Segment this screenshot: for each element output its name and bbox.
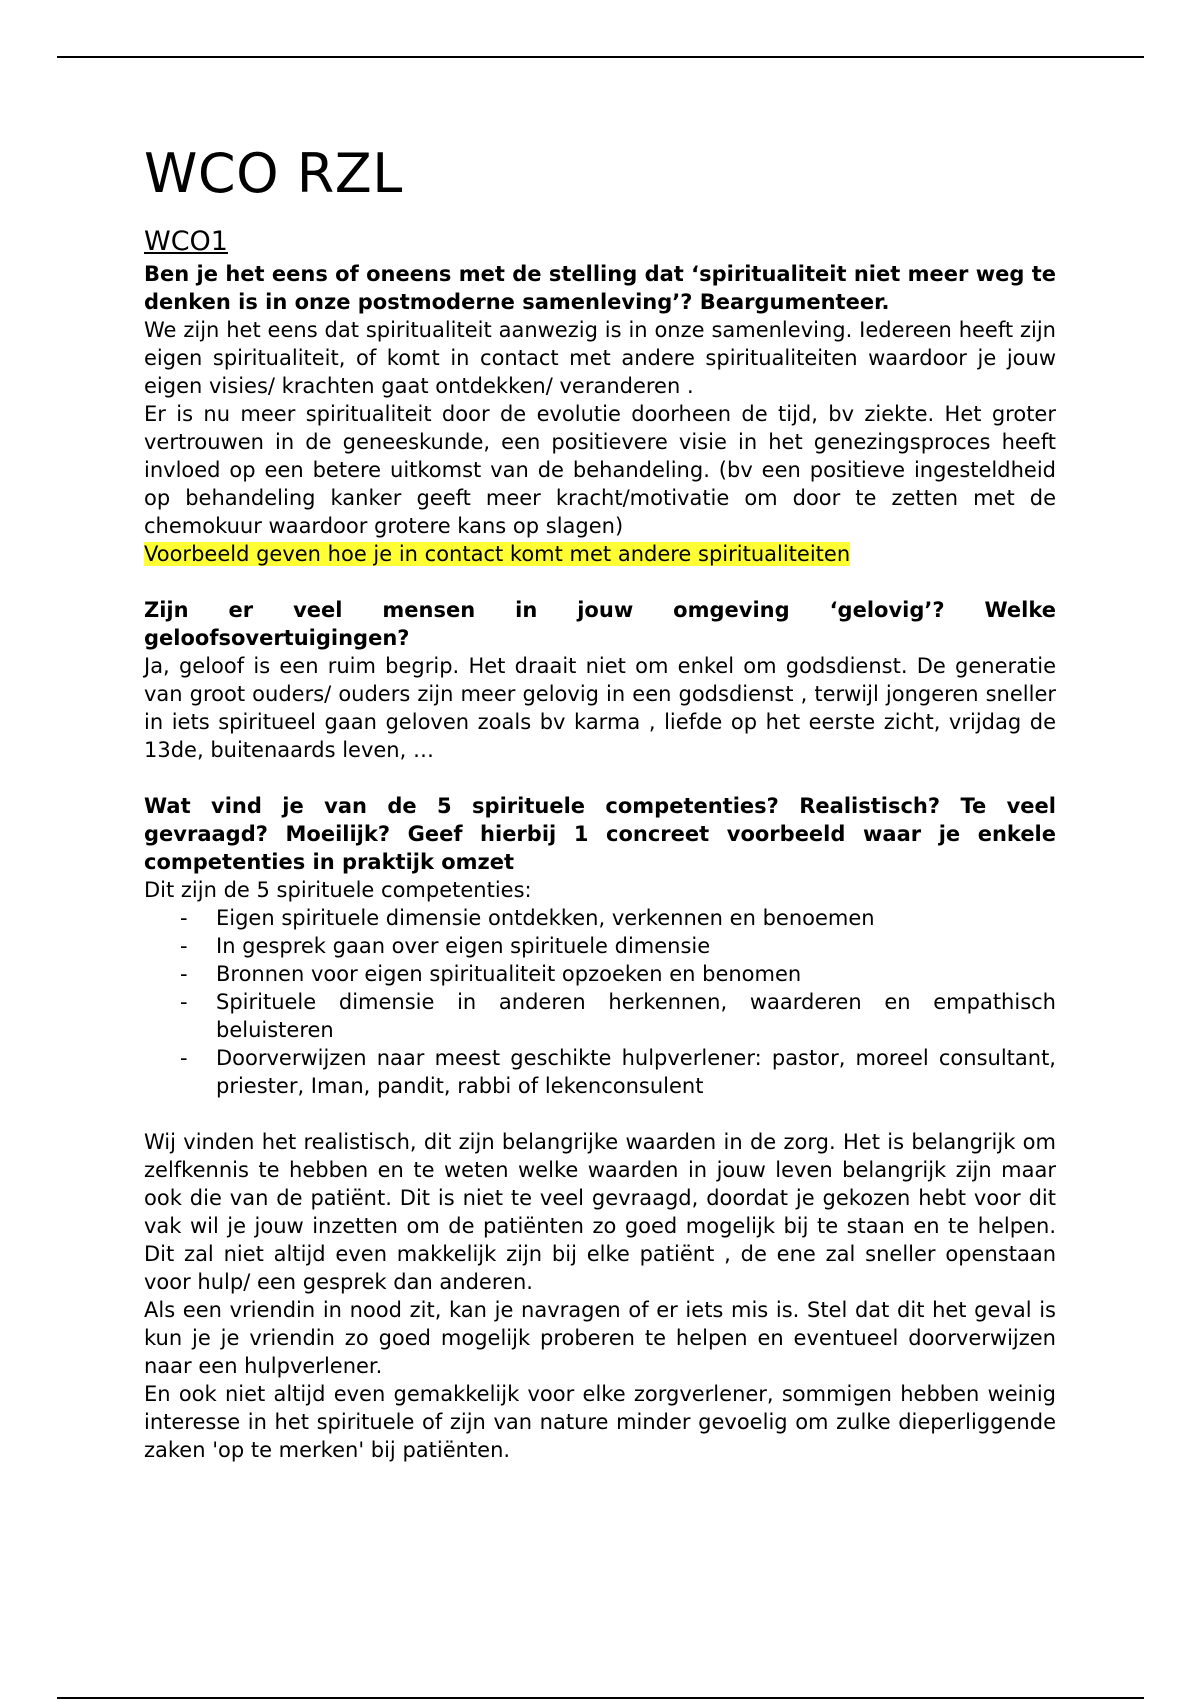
answer-3-paragraph-3: En ook niet altijd even gemakkelijk voor elke zorgverlener, sommigen hebben weinig interesse in het spirituele of zijn van nature minder gevoelig om zulke dieperliggende zaken 'op te merken' bij patiënten. (144, 1382, 1056, 1462)
list-item: - In gesprek gaan over eigen spirituele dimensie (216, 932, 1056, 960)
highlighted-text: Voorbeeld geven hoe je in contact komt met andere spiritualiteiten (144, 542, 851, 566)
question-3: Wat vind je van de 5 spirituele competenties? Realistisch? Te veel gevraagd? Moeilijk? Geef hierbij 1 concreet voorbeeld waar je enkele competenties in praktijk omzet (144, 794, 1056, 874)
question-2: Zijn er veel mensen in jouw omgeving ‘gelovig’? Welke geloofsovertuigingen? (144, 598, 1056, 650)
spacer (144, 1100, 1056, 1128)
document-title: WCO RZL (144, 142, 403, 205)
answer-3-paragraph-2: Als een vriendin in nood zit, kan je navragen of er iets mis is. Stel dat dit het geval is kun je je vriendin zo goed mogelijk proberen te helpen en eventueel doorverwijzen naar een hulpverlener. (144, 1298, 1056, 1378)
spacer (144, 568, 1056, 596)
document-body (144, 140, 1056, 1464)
bottom-rule (57, 1697, 1144, 1699)
answer-2-paragraph-1: Ja, geloof is een ruim begrip. Het draait niet om enkel om godsdienst. De generatie van groot ouders/ ouders zijn meer gelovig in een godsdienst , terwijl jongeren sneller in iets spiritueel gaan geloven zoals bv karma , liefde op het eerste zicht, vrijdag de 13de, buitenaards leven, … (144, 654, 1056, 762)
list-item: - Spirituele dimensie in anderen herkennen, waarderen en empathisch beluisteren (216, 988, 1056, 1044)
list-item: - Eigen spirituele dimensie ontdekken, verkennen en benoemen (216, 904, 1056, 932)
answer-1-paragraph-1: We zijn het eens dat spiritualiteit aanwezig is in onze samenleving. Iedereen heeft zijn eigen spiritualiteit, of komt in contact met andere spiritualiteiten waardoor je jouw eigen visies/ krachten gaat ontdekken/ veranderen . (144, 318, 1056, 398)
spacer (144, 764, 1056, 792)
answer-3-intro: Dit zijn de 5 spirituele competenties: (144, 878, 532, 902)
question-1: Ben je het eens of oneens met de stelling dat ‘spiritualiteit niet meer weg te denken is in onze postmoderne samenleving’? Beargumenteer. (144, 262, 1056, 314)
answer-1-paragraph-2: Er is nu meer spiritualiteit door de evolutie doorheen de tijd, bv ziekte. Het groter vertrouwen in de geneeskunde, een positievere visie in het genezingsproces heeft invloed op een betere uitkomst van de behandeling. (bv een positieve ingesteldheid op behandeling kanker geeft meer kracht/motivatie om door te zetten met de chemokuur waardoor grotere kans op slagen) (144, 402, 1056, 538)
answer-1-highlight-note (144, 540, 1056, 568)
answer-3-paragraph-1: Wij vinden het realistisch, dit zijn belangrijke waarden in de zorg. Het is belangrijk om zelfkennis te hebben en te weten welke waarden in jouw leven belangrijk zijn maar ook die van de patiënt. Dit is niet te veel gevraagd, doordat je gekozen hebt voor dit vak wil je jouw inzetten om de patiënten zo goed mogelijk bij te staan en te helpen. Dit zal niet altijd even makkelijk zijn bij elke patiënt , de ene zal sneller openstaan voor hulp/ een gesprek dan anderen. (144, 1130, 1056, 1294)
list-item: - Doorverwijzen naar meest geschikte hulpverlener: pastor, moreel consultant, priester, Iman, pandit, rabbi of lekenconsulent (216, 1044, 1056, 1100)
list-item: - Bronnen voor eigen spiritualiteit opzoeken en benomen (216, 960, 1056, 988)
top-rule (57, 56, 1144, 58)
section-heading: WCO1 (144, 226, 228, 257)
competencies-list (144, 904, 1056, 1100)
